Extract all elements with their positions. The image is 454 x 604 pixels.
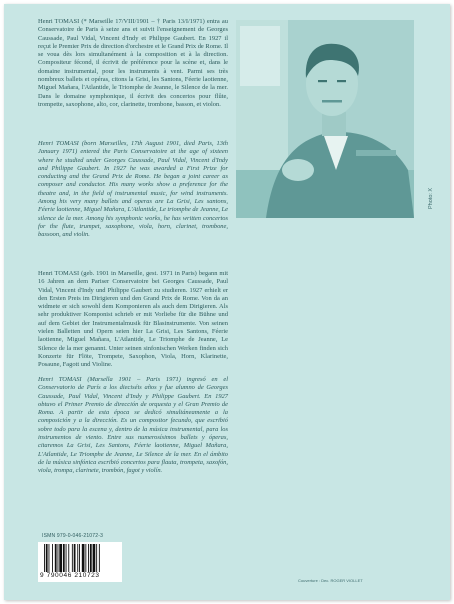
back-cover <box>4 4 450 600</box>
barcode-bar <box>96 544 97 572</box>
barcode-bar <box>82 544 85 572</box>
barcode-bar <box>90 544 92 572</box>
biography-spanish: Henri TOMASI (Marsella 1901 – Paris 1971) ingresó en el Conservatorio de París a los dieciséis años y fue alumno de Georges Caussade, Paul Vidal, Vincent d'Indy y Philippe Gaubert. En 1927 obtuvo el Primer Premio de dirección de orquesta y el Gran Premio de Roma. A partir de esta época se dedicó simultáneamente a la composición y a la dirección. Es un compositor fecundo, que escribió sobre todo para la escena y, dentro de la música instrumental, para los instrumentos de viento. Entre sus numerosísimos ballets y óperas, citaremos La Grisi, Les Santons, Féerie laotienne, Miguel Mañara, L'Atlantide, Le Triomphe de Jeanne, Le Silence de la mer. En el ámbito de la música sinfónica escribió concertos para flauta, trompeta, saxofón, viola, trompa, clarinete, trombón, fagot y violín. <box>38 376 228 475</box>
composer-photo <box>236 20 414 218</box>
barcode-bar <box>44 544 45 572</box>
barcode-bar <box>93 544 96 572</box>
barcode-bar <box>63 544 65 572</box>
biography-english: Henri TOMASI (born Marseilles, 17th August 1901, died Paris, 13th January 1971) entered the Paris Conservatoire at the age of sixteen where he studied under Georges Caussade, Paul Vidal, Vincent d'Indy and Philippe Gaubert. In 1927 he was awarded a First Prize for conducting and the Grand Prix de Rome. He began a joint career as composer and conductor. His many works show a preference for the theatre and, in the field of instrumental music, for wind instruments. Among his very many ballets and operas are La Grisi, Les santons, Féerie laotienne, Miguel Mañara, L'Atlantide, Le triomphe de Jeanne, Le silence de la mer. Among his symphonic works, he has written concertos for the flute, trumpet, saxophone, viola, horn, clarinet, trombone, bassoon, and violin. <box>38 140 228 239</box>
barcode-number: 9 790046 210723 <box>40 572 100 579</box>
barcode-bars <box>44 544 116 572</box>
barcode-bar <box>59 544 62 572</box>
barcode-bar <box>85 544 86 572</box>
barcode-bar <box>79 544 80 572</box>
barcode-bar <box>99 544 100 572</box>
barcode-bar <box>49 544 50 572</box>
barcode-bar <box>88 544 89 572</box>
barcode <box>38 542 122 582</box>
barcode-bar <box>55 544 57 572</box>
barcode-bar <box>77 544 78 572</box>
barcode-bar <box>46 544 48 572</box>
barcode-bar <box>72 544 73 572</box>
barcode-bar <box>58 544 59 572</box>
barcode-bar <box>52 544 53 572</box>
cover-credit: Couverture : Dec. ROGER VIOLLET <box>298 578 363 583</box>
biography-french: Henri TOMASI (* Marseille 17/VIII/1901 – † Paris 13/I/1971) entra au Conservatoire de Paris à seize ans et suivit l'enseignement de Georges Caussade, Paul Vidal, Vincent d'Indy et Philippe Gaubert. En 1927 il reçut le Premier Prix de direction d'orchestre et le Grand Prix de Rome. Il se voua dès lors simultanément à la composition et à la direction. Compositeur fécond, il écrivit de préférence pour la scène et, dans le domaine instrumental, pour les instruments à vent. Parmi ses très nombreux ballets et opéras, citons la Grisi, les Santons, Féerie laotienne, Miguel Mañara, l'Atlantide, le Triomphe de Jeanne, le Silence de la mer. Dans le domaine symphonique, il écrivit des concertos pour flûte, trompette, saxophone, alto, cor, clarinette, trombone, basson, et violon. <box>38 18 228 108</box>
biography-german: Henri TOMASI (geb. 1901 in Marseille, gest. 1971 in Paris) begann mit 16 Jahren an dem Pariser Conservatoire bei Georges Caussade, Paul Vidal, Vincent d'Indy und Philippe Gaubert zu studieren. 1927 erhielt er den Ersten Preis im Dirigieren und den Grand Prix de Rome. Von da an widmete er sich sowohl dem Komponieren als auch dem Dirigieren. Als sehr produktiver Komponist schrieb er mit Vorliebe für die Bühne und auf dem Gebiet der Instrumentalmusik für Blasinstrumente. Von seinen vielen Balletten und Opern seien hier La Grisi, Les Santons, Féerie laotienne, Miguel Mañara, L'Atlantide, Le Triomphe de Jeanne, Le Silence de la mer genannt. Unter seinen sinfonischen Werken finden sich Konzerte für Flöte, Trompete, Saxophon, Viola, Horn, Klarinette, Posaune, Fagott und Violine. <box>38 270 228 369</box>
barcode-bar <box>66 544 67 572</box>
barcode-bar <box>74 544 76 572</box>
photo-credit: Photo: X <box>428 187 434 209</box>
ismn-label: ISMN 979-0-046-21072-3 <box>42 533 104 539</box>
barcode-bar <box>68 544 69 572</box>
